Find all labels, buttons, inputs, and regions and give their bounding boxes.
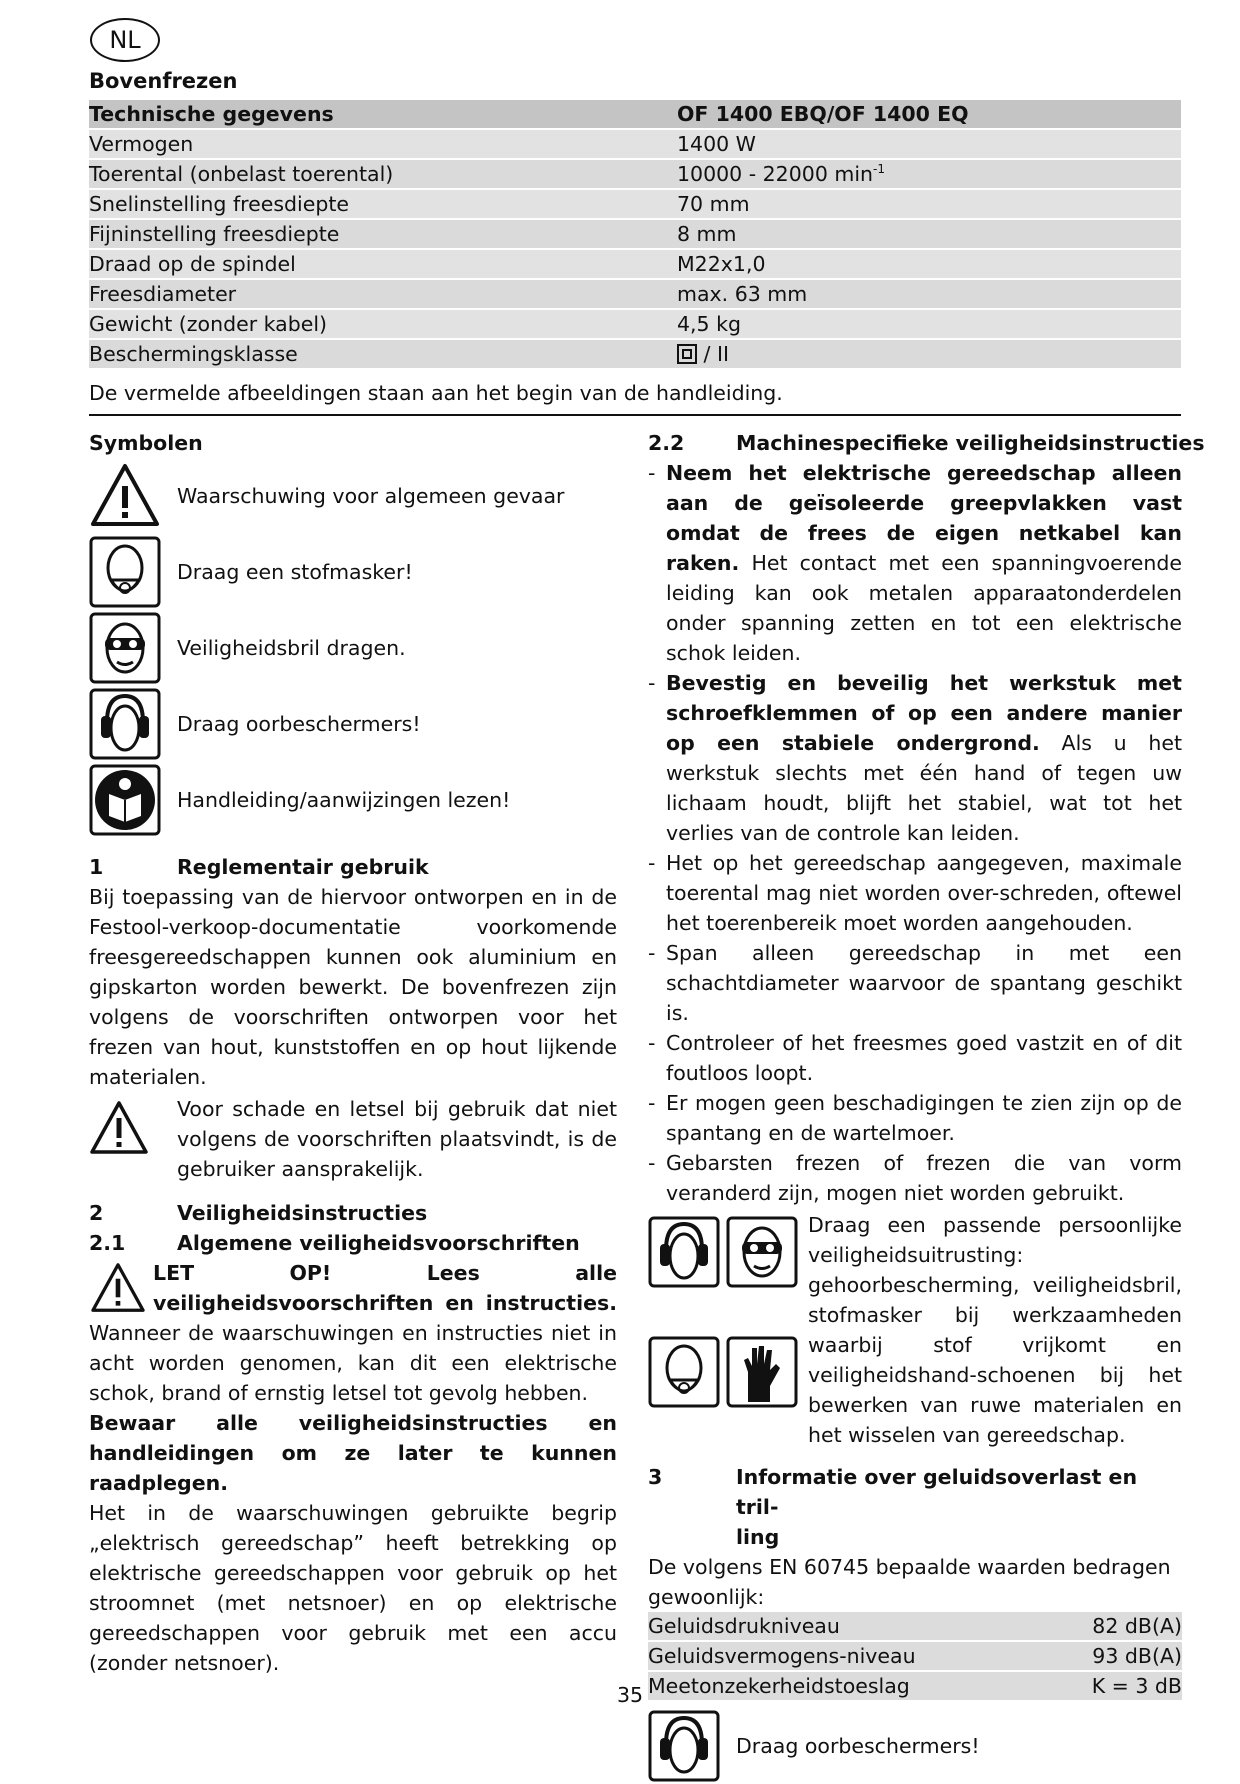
read-manual-icon	[89, 764, 161, 836]
spec-label: Fijninstelling freesdiepte	[89, 222, 340, 246]
spec-label: Vermogen	[89, 132, 194, 156]
safety-bullet: - Bevestig en beveilig het werkstuk met schroefklemmen of op een andere manier op een stabiele ondergrond. Als u het werkstuk slechts met één hand of tegen uw lichaam houdt, blijft het stabiel, wat tot het verlies van de controle kan leiden.	[648, 671, 1182, 845]
spec-label: Gewicht (zonder kabel)	[89, 312, 328, 336]
safety-glasses-icon	[89, 612, 161, 684]
spec-row	[89, 250, 1181, 280]
spec-row	[89, 340, 1181, 370]
safety-gloves-icon	[726, 1336, 798, 1408]
bullet-text: Het op het gereedschap aangegeven, maximale toerental mag niet worden over-schreden, oftewel het toerenbereik moet worden aangehouden.	[666, 851, 1182, 935]
section-title	[736, 1462, 1182, 1552]
safety-bullet: - Span alleen gereedschap in met een schachtdiameter waarvoor de spantang geschikt is.	[648, 938, 1182, 1028]
symbol-row	[89, 458, 617, 534]
dust-mask-icon	[648, 1336, 720, 1408]
spec-label: Toerental (onbelast toerental)	[89, 162, 394, 186]
spec-value: max. 63 mm	[677, 282, 808, 306]
bullet-text: Er mogen geen beschadigingen te zien zijn op de spantang en de wartelmoer.	[666, 1091, 1182, 1145]
spec-header-label: Technische gegevens	[89, 102, 334, 126]
section-title: Veiligheidsinstructies	[177, 1201, 428, 1225]
bullet-text: Het contact met een spanningvoerende leiding kan ook metalen apparaatonderdelen onder spanning zetten en tot een elektrische schok leiden.	[666, 551, 1182, 665]
symbols-heading: Symbolen	[89, 431, 203, 455]
spec-label: Beschermingsklasse	[89, 342, 298, 366]
spec-row	[89, 190, 1181, 220]
symbol-label: Draag oorbeschermers!	[177, 712, 421, 736]
page-number: 35	[616, 1683, 644, 1707]
spec-header-model: OF 1400 EBQ/OF 1400 EQ	[677, 102, 969, 126]
safety-bullet: - Gebarsten frezen of frezen die van vorm veranderd zijn, mogen niet worden gebruikt.	[648, 1148, 1182, 1208]
safety-bullet: - Het op het gereedschap aangegeven, maximale toerental mag niet worden over-schreden, oftewel het toerenbereik moet worden aangehouden.	[648, 848, 1182, 938]
noise-row	[648, 1642, 1182, 1672]
noise-label: Geluidsvermogens-niveau	[648, 1644, 916, 1668]
noise-label: Meetonzekerheidstoeslag	[648, 1674, 910, 1698]
spec-table	[89, 100, 1181, 370]
section-title: Algemene veiligheidsvoorschriften	[177, 1231, 580, 1255]
spec-value: 1400 W	[677, 132, 756, 156]
protection-class-value: / II	[703, 342, 730, 366]
noise-row	[648, 1612, 1182, 1642]
spec-label: Snelinstelling freesdiepte	[89, 192, 350, 216]
spec-value	[677, 160, 1181, 188]
bullet-text: Span alleen gereedschap in met een schachtdiameter waarvoor de spantang geschikt is.	[666, 941, 1182, 1025]
general-warning-bold: LET OP! Lees alle veiligheidsvoorschriften en instructies.	[153, 1261, 617, 1315]
ear-protection-icon	[89, 688, 161, 760]
section-title: Reglementair gebruik	[177, 855, 429, 879]
spec-label: Freesdiameter	[89, 282, 237, 306]
safety-bullet: - Neem het elektrische gereedschap alleen aan de geïsoleerde greepvlakken vast omdat de frees de eigen netkabel kan raken. Het contact met een spanningvoerende leiding kan ook metalen apparaatonderdelen onder spanning zetten en tot een elektrische schok leiden.	[648, 461, 1182, 665]
noise-value: 93 dB(A)	[1092, 1644, 1182, 1668]
section-2-1-heading	[89, 1228, 617, 1258]
warning-triangle-icon	[89, 460, 161, 532]
ear-protection-icon	[648, 1710, 720, 1782]
symbol-row	[89, 686, 617, 762]
warning-triangle-icon	[89, 1100, 149, 1156]
section-title-line1: Informatie over geluidsoverlast en tril-	[736, 1465, 1138, 1519]
bullet-bold: Neem het elektrische gereedschap alleen aan de geïsoleerde greepvlakken vast omdat de frees de eigen netkabel kan raken.	[666, 461, 1182, 575]
term-definition: Het in de waarschuwingen gebruikte begrip „elektrisch gereedschap” heeft betrekking op elektrische gereedschappen voor gebruik op het stroomnet (met netsnoer) en op elektrische gereedschappen voor gebruik met een accu (zonder netsnoer).	[89, 1501, 617, 1675]
spec-row	[89, 280, 1181, 310]
spec-value: 4,5 kg	[677, 312, 742, 336]
symbol-row	[89, 610, 617, 686]
safety-bullet: - Er mogen geen beschadigingen te zien zijn op de spantang en de wartelmoer.	[648, 1088, 1182, 1148]
section-title-line2: ling	[736, 1525, 780, 1549]
spec-value: 70 mm	[677, 192, 750, 216]
ear-protection-icon	[648, 1216, 720, 1288]
symbol-label: Waarschuwing voor algemeen gevaar	[177, 484, 565, 508]
ppe-block	[648, 1210, 1182, 1450]
noise-intro: De volgens EN 60745 bepaalde waarden bedragen gewoonlijk:	[648, 1555, 1171, 1609]
keep-instructions: Bewaar alle veiligheidsinstructies en handleidingen om ze later te kunnen raadplegen.	[89, 1411, 617, 1495]
left-column	[89, 428, 617, 1678]
misuse-warning	[89, 1094, 617, 1184]
spec-row	[89, 160, 1181, 190]
ear-protection-row	[648, 1708, 1182, 1784]
document-title: Bovenfrezen	[89, 69, 238, 93]
noise-value: 82 dB(A)	[1092, 1614, 1182, 1638]
spec-row	[89, 310, 1181, 340]
warning-triangle-icon	[89, 1262, 147, 1314]
spec-value	[677, 340, 1181, 368]
bullet-text: Als u het werkstuk slechts met één hand of tegen uw lichaam houdt, blijft het stabiel, wat tot het verlies van de controle kan leiden.	[666, 731, 1182, 845]
general-warning-text: Wanneer de waarschuwingen en instructies niet in acht worden genomen, kan dit een elektrische schok, brand of ernstig letsel tot gevolg hebben.	[89, 1321, 617, 1405]
section-2-heading	[89, 1198, 617, 1228]
noise-label: Geluidsdrukniveau	[648, 1614, 840, 1638]
symbol-label: Veiligheidsbril dragen.	[177, 636, 406, 660]
spec-value: M22x1,0	[677, 252, 766, 276]
symbol-label: Draag een stofmasker!	[177, 560, 413, 584]
spec-row	[89, 220, 1181, 250]
section-2-2-heading	[648, 428, 1205, 458]
bullet-text: Controleer of het freesmes goed vastzit en of dit foutloos loopt.	[666, 1031, 1182, 1085]
ppe-text: Draag een passende persoonlijke veiligheidsuitrusting: gehoorbescherming, veiligheidsbril, stofmasker bij werkzaamheden waarbij stof vrijkomt en veiligheidshand-schoenen bij het bewerken van ruwe materialen en het wisselen van gereedschap.	[808, 1213, 1182, 1447]
section-3-heading	[648, 1462, 1182, 1552]
speed-value: 10000 - 22000 min	[677, 162, 874, 186]
language-badge: NL	[90, 18, 160, 62]
ear-protection-label: Draag oorbeschermers!	[736, 1734, 980, 1758]
spec-label: Draad op de spindel	[89, 252, 296, 276]
speed-unit-exponent: -1	[873, 162, 885, 177]
noise-value: K = 3 dB	[1091, 1674, 1182, 1698]
bullet-bold: Bevestig en beveilig het werkstuk met schroefklemmen of op een andere manier op een stabiele ondergrond.	[666, 671, 1182, 755]
section-title: Machinespecifieke veiligheidsinstructies	[736, 431, 1205, 455]
misuse-warning-text: Voor schade en letsel bij gebruik dat niet volgens de voorschriften plaatsvindt, is de gebruiker aansprakelijk.	[177, 1097, 617, 1181]
ppe-icon-grid	[648, 1210, 808, 1450]
safety-glasses-icon	[726, 1216, 798, 1288]
symbol-row	[89, 762, 617, 838]
right-column	[648, 428, 1205, 1784]
section-number: 2.1	[89, 1231, 126, 1255]
double-insulation-icon	[677, 344, 697, 364]
dust-mask-icon	[89, 536, 161, 608]
section-number: 2.2	[648, 431, 685, 455]
section-number: 2	[89, 1201, 104, 1225]
image-reference-note: De vermelde afbeeldingen staan aan het begin van de handleiding.	[89, 381, 783, 405]
safety-bullet: - Controleer of het freesmes goed vastzit en of dit foutloos loopt.	[648, 1028, 1182, 1088]
symbol-row	[89, 534, 617, 610]
section-number: 3	[648, 1465, 663, 1489]
spec-value: 8 mm	[677, 222, 737, 246]
spec-header-row	[89, 100, 1181, 130]
section-1-heading	[89, 852, 617, 882]
divider	[89, 414, 1181, 416]
bullet-text: Gebarsten frezen of frezen die van vorm veranderd zijn, mogen niet worden gebruikt.	[666, 1151, 1182, 1205]
section-number: 1	[89, 855, 104, 879]
symbol-label: Handleiding/aanwijzingen lezen!	[177, 788, 511, 812]
general-warning	[89, 1258, 617, 1408]
spec-row	[89, 130, 1181, 160]
section-1-body: Bij toepassing van de hiervoor ontworpen en in de Festool-verkoop-documentatie voorkomende freesgereedschappen kunnen ook aluminium en gipskarton worden bewerkt. De bovenfrezen zijn volgens de voorschriften ontworpen voor het frezen van hout, kunststoffen en op hout lijkende materialen.	[89, 885, 617, 1089]
